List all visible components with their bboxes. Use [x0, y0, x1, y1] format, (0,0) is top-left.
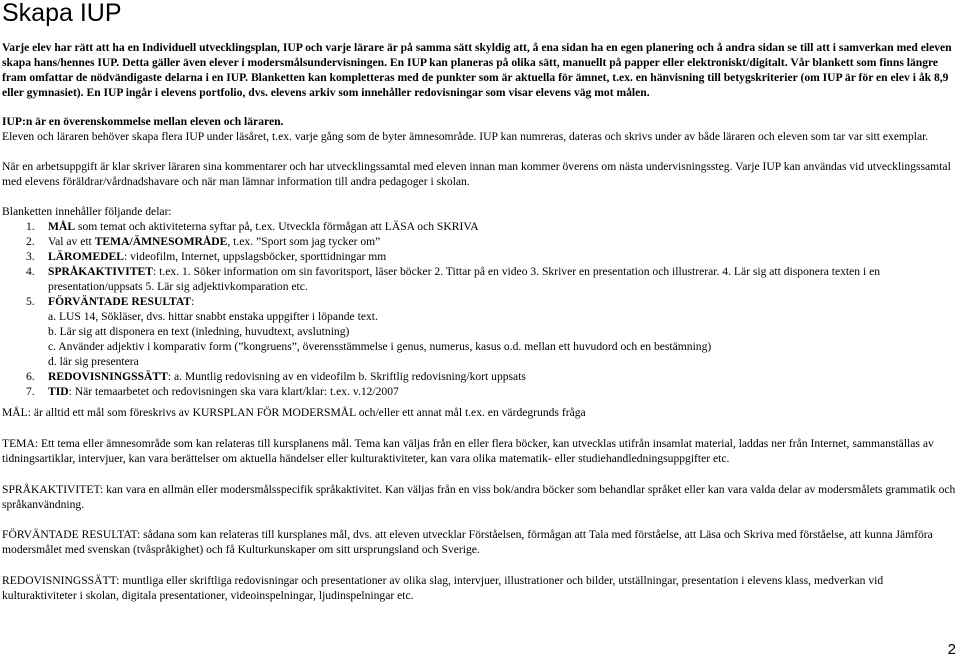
blankett-list [2, 219, 956, 399]
list-label: REDOVISNINGSSÄTT [48, 370, 168, 383]
list-number: 2. [26, 235, 35, 248]
list-number: 7. [26, 385, 35, 398]
definition-forvantade-resultat: FÖRVÄNTADE RESULTAT: sådana som kan relateras till kursplanes mål, dvs. att eleven utvecklar Förståelsen, förmågan att Tala med förståelse, att Läsa och Skriva med förståelse, att kunna Jämföra modersmålet med svenskan (tvåspråkighet) och få Kulturkunskaper om sitt ursprungsland och Sverige. [2, 528, 933, 556]
list-item [2, 294, 956, 309]
list-number: 5. [26, 295, 35, 308]
list-label: TID [48, 385, 69, 398]
definition-redovisningssatt: REDOVISNINGSSÄTT: muntliga eller skriftliga redovisningar och presentationer av olika slag, intervjuer, illustrationer och bilder, utställningar, presentation i elevens klass, medverkan vid kulturaktiviteter i skolan, digitala presentationer, videoinspelningar, ljudinspelningar etc. [2, 574, 884, 602]
list-text: : t.ex. 1. Söker information om sin favoritsport, läser böcker 2. Tittar på en video 3. Skriver en presentation och illustrerar. 4. Lär sig att disponera texten i en presentation/uppsats 5. Lär sig adjektivkomparation etc. [48, 265, 881, 293]
list-label: FÖRVÄNTADE RESULTAT [48, 295, 192, 308]
list-item [2, 264, 956, 294]
sub-item: d. lär sig presentera [48, 355, 139, 368]
list-item [2, 369, 956, 384]
definition-mal: MÅL: är alltid ett mål som föreskrivs av KURSPLAN FÖR MODERSMÅL och/eller ett annat mål t.ex. en värdegrunds fråga [2, 406, 586, 419]
list-item [2, 234, 956, 249]
list-pre: Val av ett [48, 235, 95, 248]
blankett-intro: Blanketten innehåller följande delar: [2, 205, 172, 218]
list-item [2, 219, 956, 234]
list-text: : När temaarbetet och redovisningen ska vara klart/klar: t.ex. v.12/2007 [68, 385, 399, 398]
list-text: , t.ex. ”Sport som jag tycker om” [227, 235, 381, 248]
list-number: 4. [26, 265, 35, 278]
list-text: : videofilm, Internet, uppslagsböcker, sporttidningar mm [124, 250, 387, 263]
list-item [2, 384, 956, 399]
list-number: 3. [26, 250, 35, 263]
iup-paragraph-1: Eleven och läraren behöver skapa flera IUP under läsåret, t.ex. varje gång som de byter ämnesområde. IUP kan numreras, dateras och skrivs under av både läraren och eleven som tar var sitt exemplar. [2, 130, 929, 143]
list-label: MÅL [48, 220, 76, 233]
list-label: TEMA/ÄMNESOMRÅDE [94, 235, 228, 248]
sub-item: c. Använder adjektiv i komparativ form (”kongruens”, överensstämmelse i genus, numerus, kasus o.d. mellan ett huvudord och en bestämning) [48, 340, 712, 353]
list-number: 6. [26, 370, 35, 383]
list-label: SPRÅKAKTIVITET [48, 265, 154, 278]
list-item [2, 249, 956, 264]
page-number: 2 [947, 641, 956, 658]
definition-sprakaktivitet: SPRÅKAKTIVITET: kan vara en allmän eller modersmålsspecifik språkaktivitet. Kan väljas från en viss bok/andra böcker som behandlar språket eller kan vara valda delar av modersmålets grammatik och språkanvändning. [2, 483, 956, 511]
page-title: Skapa IUP [2, 0, 122, 27]
intro-paragraph: Varje elev har rätt att ha en Individuell utvecklingsplan, IUP och varje lärare är på samma sätt skyldig att, å ena sidan ha en egen planering och å andra sidan se till att i samverkan med eleven skapa hans/hennes IUP. Detta gäller även elever i modersmålsundervisningen. En IUP kan planeras på olika sätt, manuellt på papper eller elektroniskt/digitalt. Vår blankett som finns längre fram omfattar de nödvändigaste delarna i en IUP. Blanketten kan kompletteras med de punkter som är aktuella för ämnet, t.ex. en hänvisning till betygskriterier (om IUP är för en elev i åk 8,9 eller gymnasiet). En IUP ingår i elevens portfolio, dvs. elevens arkiv som innehåller redovisningar som visar elevens väg mot målen. [2, 41, 952, 99]
list-label: LÄROMEDEL [48, 250, 125, 263]
sub-item: a. LUS 14, Sökläser, dvs. hittar snabbt enstaka uppgifter i löpande text. [48, 310, 378, 323]
list-text: : a. Muntlig redovisning av en videofilm b. Skriftlig redovisning/kort uppsats [167, 370, 526, 383]
list-text: : [191, 295, 195, 308]
iup-paragraph-2: När en arbetsuppgift är klar skriver läraren sina kommentarer och har utvecklingssamtal med eleven innan man kommer överens om nästa undervisningssteg. Varje IUP kan användas vid utvecklingssamtal med elevens föräldrar/vårdnadshavare och när man lämnar information till andra pedagoger i skolan. [2, 160, 951, 188]
definition-tema: TEMA: Ett tema eller ämnesområde som kan relateras till kursplanens mål. Tema kan väljas från en eller flera böcker, kan utvecklas utifrån insamlat material, laddas ner från Internet, sammanställas av tidningsartiklar, intervjuer, kan vara berättelser om aktuella händelser eller kulturaktiviteter, kan vara olika matematik- eller studiehandledningsuppgifter etc. [2, 437, 934, 465]
list-text: som temat och aktiviteterna syftar på, t.ex. Utveckla förmågan att LÄSA och SKRIVA [75, 220, 479, 233]
sub-item: b. Lär sig att disponera en text (inledning, huvudtext, avslutning) [48, 325, 350, 338]
iup-heading: IUP:n är en överenskommelse mellan eleven och läraren. [2, 115, 284, 128]
list-number: 1. [26, 220, 35, 233]
